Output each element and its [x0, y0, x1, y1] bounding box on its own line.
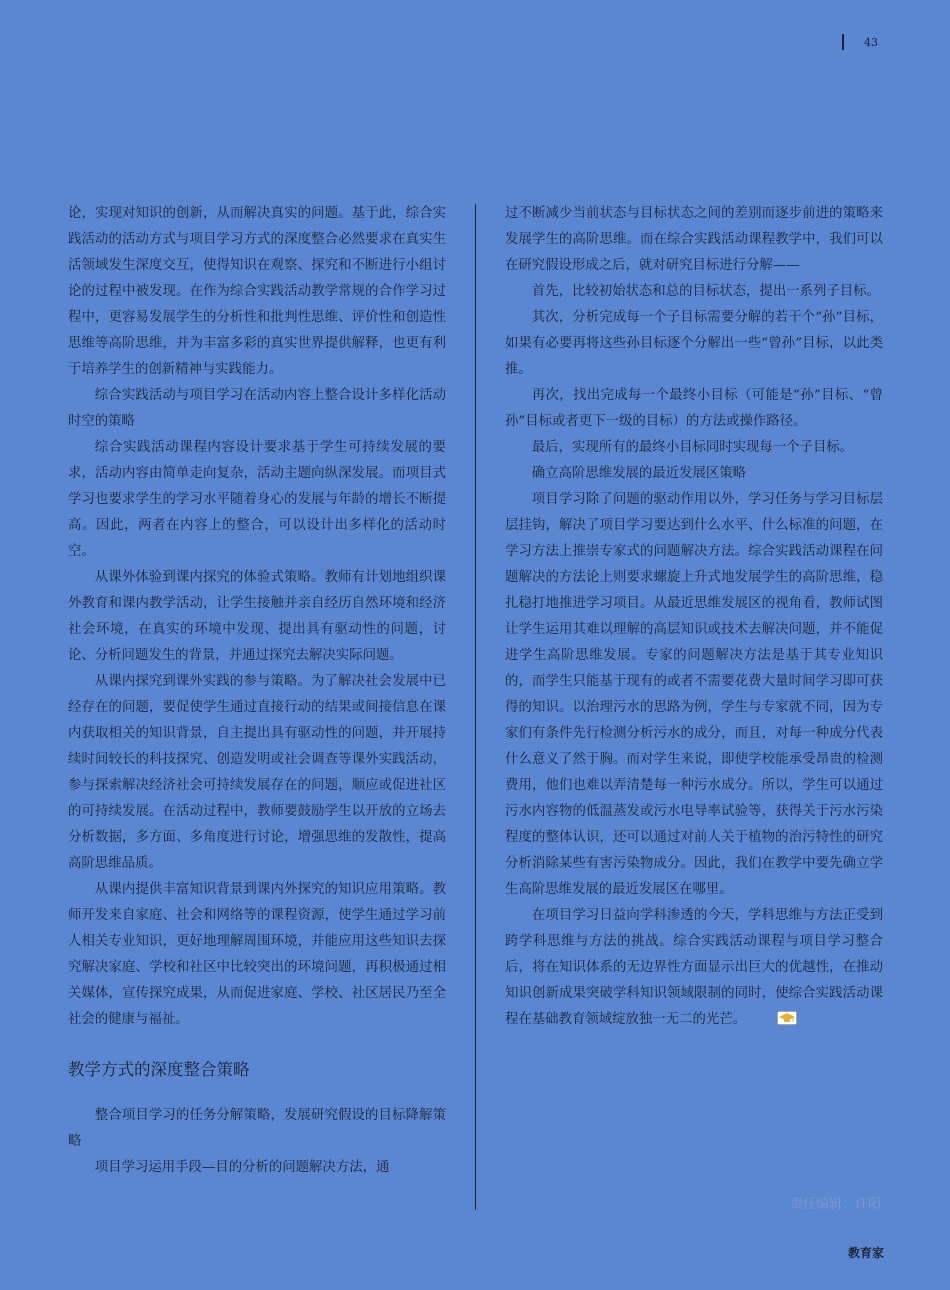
paragraph: 首先，比较初始状态和总的目标状态，提出一系列子目标。 — [531, 284, 880, 299]
paragraph: 综合实践活动课程内容设计要求基于学生可持续发展的要求，活动内容由简单走向复杂，活动主题向纵深发展。而项目式学习也要求学生的学习水平随着身心的发展与年龄的增长不断提高。因此，两者在内容上的整合，可以设计出多样化的活动时空。 — [68, 440, 446, 559]
left-column — [68, 201, 446, 1181]
paragraph: 再次，找出完成每一个最终小目标（可能是“孙”目标、“曾孙”目标或者更下一级的目标）的方法或操作路径。 — [505, 388, 883, 429]
right-column — [505, 201, 883, 1033]
paragraph: 最后，实现所有的最终小目标同时实现每一个子目标。 — [531, 440, 854, 455]
column-divider — [475, 204, 476, 1210]
magazine-logo: 教育家 — [848, 1246, 885, 1260]
paragraph: 从课内提供丰富知识背景到课内外探究的知识应用策略。教师开发来自家庭、社会和网络等的课程资源，使学生通过学习前人相关专业知识，更好地理解周围环境，并能应用这些知识去探究解决家庭、学校和社区中比较突出的环境问题，再积极通过相关媒体，宣传探究成果，从而促进家庭、学校、社区居民乃至全社会的健康与福祉。 — [68, 882, 446, 1027]
subheading: 综合实践活动与项目学习在活动内容上整合设计多样化活动时空的策略 — [68, 388, 446, 429]
page-number-area — [842, 34, 878, 50]
graduation-cap-icon — [750, 1009, 770, 1023]
paragraph-text: 在项目学习日益向学科渗透的今天，学科思维与方法正受到跨学科思维与方法的挑战。综合实践活动课程与项目学习整合后，将在知识体系的无边界性方面显示出巨大的优越性，在推动知识创新成果突破学科知识领域限制的同时，使综合实践活动课程在基础教育领域绽放独一无二的光芒。 — [505, 908, 883, 1027]
paragraph — [505, 903, 883, 1033]
section-heading: 教学方式的深度整合策略 — [68, 1060, 250, 1079]
page-number: 43 — [864, 35, 878, 49]
paragraph: 项目学习运用手段—目的分析的问题解决方法，通 — [94, 1160, 390, 1175]
paragraph: 从课外体验到课内探究的体验式策略。教师有计划地组织课外教育和课内教学活动，让学生接触并亲自经历自然环境和经济社会环境，在真实的环境中发现、提出具有驱动性的问题，讨论、分析问题发生的背景，并通过探究去解决实际问题。 — [68, 570, 446, 663]
subheading: 确立高阶思维发展的最近发展区策略 — [531, 466, 747, 481]
page-number-bar — [842, 34, 844, 50]
paragraph: 从课内探究到课外实践的参与策略。为了解决社会发展中已经存在的问题，要促使学生通过直接行动的结果或间接信息在课内获取相关的知识背景，自主提出具有驱动性的问题，并开展持续时间较长的科技探究、创造发明或社会调查等课外实践活动，参与探索解决经济社会可持续发展存在的问题，顺应或促进社区的可持续发展。在活动过程中，教师要鼓励学生以开放的立场去分析数据，多方面、多角度进行讨论，增强思维的发散性，提高高阶思维品质。 — [68, 674, 446, 871]
paragraph: 过不断减少当前状态与目标状态之间的差别而逐步前进的策略来发展学生的高阶思维。而在综合实践活动课程教学中，我们可以在研究假设形成之后，就对研究目标进行分解—— — [505, 206, 883, 273]
subheading: 整合项目学习的任务分解策略，发展研究假设的目标降解策略 — [68, 1108, 446, 1149]
paragraph: 论，实现对知识的创新，从而解决真实的问题。基于此，综合实践活动的活动方式与项目学习方式的深度整合必然要求在真实生活领域发生深度交互，使得知识在观察、探究和不断进行小组讨论的过程中被发现。在作为综合实践活动教学常规的合作学习过程中，更容易发展学生的分析性和批判性思维、评价性和创造性思维等高阶思维，并为丰富多彩的真实世界提供解释，也更有利于培养学生的创新精神与实践能力。 — [68, 206, 446, 377]
paragraph: 项目学习除了问题的驱动作用以外，学习任务与学习目标层层挂钩，解决了项目学习要达到什么水平、什么标准的问题，在学习方法上推崇专家式的问题解决方法。综合实践活动课程在问题解决的方法论上则要求螺旋上升式地发展学生的高阶思维，稳扎稳打地推进学习项目。从最近思维发展区的视角看，教师试图让学生运用其难以理解的高层知识或技术去解决问题，并不能促进学生高阶思维发展。专家的问题解决方法是基于其专业知识的，而学生只能基于现有的或者不需要花费大量时间学习即可获得的知识。以治理污水的思路为例，学生与专家就不同，因为专家们有条件先行检测分析污水的成分，而且，对每一种成分代表什么意义了然于胸。而对学生来说，即使学校能承受昂贵的检测费用，他们也难以弄清楚每一种污水成分。所以，学生可以通过污水内容物的低温蒸发或污水电导率试验等，获得关于污水污染程度的整体认识，还可以通过对前人关于植物的治污特性的研究分析消除某些有害污染物成分。因此，我们在教学中要先确立学生高阶思维发展的最近发展区在哪里。 — [505, 492, 883, 897]
editor-credit: 责任编辑：许阳 — [790, 1197, 882, 1212]
paragraph: 其次，分析完成每一个子目标需要分解的若干个“孙”目标，如果有必要再将这些孙目标逐个分解出一些“曾孙”目标，以此类推。 — [505, 310, 883, 377]
